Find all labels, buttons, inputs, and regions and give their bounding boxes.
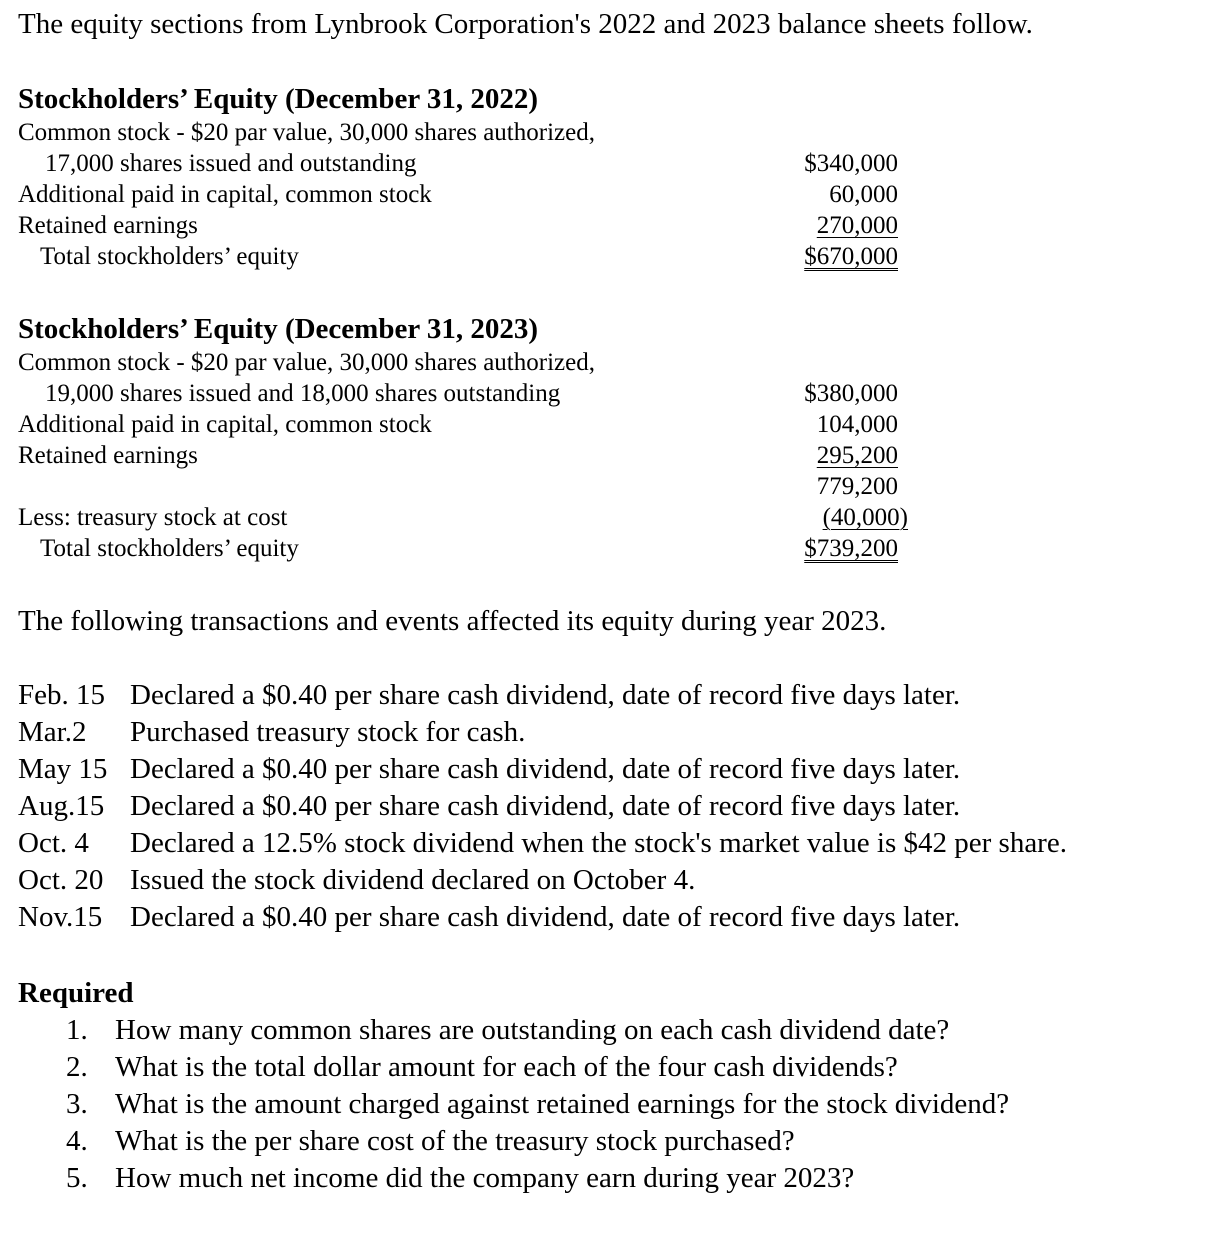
row-label: Total stockholders’ equity: [40, 535, 299, 562]
row-amount: $380,000: [804, 380, 898, 407]
row-amount: 270,000: [816, 212, 898, 239]
row-label: Retained earnings: [18, 212, 198, 239]
row-label: Common stock - $20 par value, 30,000 shares authorized,: [18, 349, 595, 376]
intro-text: The equity sections from Lynbrook Corporation's 2022 and 2023 balance sheets follow.: [18, 8, 1033, 40]
question-text: What is the total dollar amount for each of the four cash dividends?: [115, 1051, 898, 1083]
equity-2022-row: [18, 210, 918, 241]
equity-2022-heading: Stockholders’ Equity (December 31, 2022): [18, 83, 539, 115]
row-label: Additional paid in capital, common stock: [18, 411, 432, 438]
transaction-text: Declared a 12.5% stock dividend when the stock's market value is $42 per share.: [130, 827, 1067, 859]
row-amount: $739,200: [804, 535, 898, 562]
question-number: 4.: [66, 1125, 88, 1157]
transaction-date: Mar.2: [18, 716, 87, 748]
transaction-text: Declared a $0.40 per share cash dividend, date of record five days later.: [130, 901, 961, 933]
row-amount: 60,000: [829, 181, 898, 208]
equity-2022-total-row: [18, 241, 918, 272]
transactions-intro: The following transactions and events affected its equity during year 2023.: [18, 605, 887, 637]
transaction-date: Nov.15: [18, 901, 103, 933]
question-text: What is the amount charged against retained earnings for the stock dividend?: [115, 1088, 1010, 1120]
row-label: Common stock - $20 par value, 30,000 shares authorized,: [18, 119, 595, 146]
row-label: Less: treasury stock at cost: [18, 504, 288, 531]
row-label: Additional paid in capital, common stock: [18, 181, 432, 208]
equity-2022-row: [18, 117, 918, 148]
equity-2023-row: [18, 440, 918, 471]
row-label: Retained earnings: [18, 442, 198, 469]
equity-2023-heading: Stockholders’ Equity (December 31, 2023): [18, 313, 539, 345]
row-amount: 779,200: [816, 473, 898, 500]
transaction-text: Purchased treasury stock for cash.: [130, 716, 526, 748]
row-amount: $670,000: [804, 243, 898, 270]
transaction-date: Oct. 20: [18, 864, 104, 896]
equity-2023-row: [18, 502, 918, 533]
transaction-text: Issued the stock dividend declared on October 4.: [130, 864, 696, 896]
row-label: Total stockholders’ equity: [40, 243, 299, 270]
question-number: 5.: [66, 1162, 88, 1194]
question-number: 2.: [66, 1051, 88, 1083]
transaction-date: Oct. 4: [18, 827, 89, 859]
row-amount: 295,200: [816, 442, 898, 469]
question-text: How many common shares are outstanding on each cash dividend date?: [115, 1014, 950, 1046]
question-text: What is the per share cost of the treasury stock purchased?: [115, 1125, 795, 1157]
equity-2023-total-row: [18, 533, 918, 564]
equity-2022-row: [18, 179, 918, 210]
question-text: How much net income did the company earn during year 2023?: [115, 1162, 855, 1194]
equity-2022-row: [18, 148, 918, 179]
transaction-date: May 15: [18, 753, 108, 785]
transaction-date: Feb. 15: [18, 679, 105, 711]
row-amount: $340,000: [804, 150, 898, 177]
equity-2023-subtotal-row: [18, 471, 918, 502]
required-heading: Required: [18, 977, 134, 1009]
equity-2023-row: [18, 378, 918, 409]
transaction-text: Declared a $0.40 per share cash dividend, date of record five days later.: [130, 753, 961, 785]
row-amount: 104,000: [816, 411, 898, 438]
question-number: 1.: [66, 1014, 88, 1046]
transaction-text: Declared a $0.40 per share cash dividend, date of record five days later.: [130, 790, 961, 822]
transaction-text: Declared a $0.40 per share cash dividend, date of record five days later.: [130, 679, 961, 711]
row-label: 17,000 shares issued and outstanding: [45, 150, 417, 177]
question-number: 3.: [66, 1088, 88, 1120]
transaction-date: Aug.15: [18, 790, 105, 822]
row-label: 19,000 shares issued and 18,000 shares outstanding: [45, 380, 561, 407]
equity-2023-row: [18, 409, 918, 440]
equity-2023-row: [18, 347, 918, 378]
row-amount: (40,000): [822, 504, 908, 531]
